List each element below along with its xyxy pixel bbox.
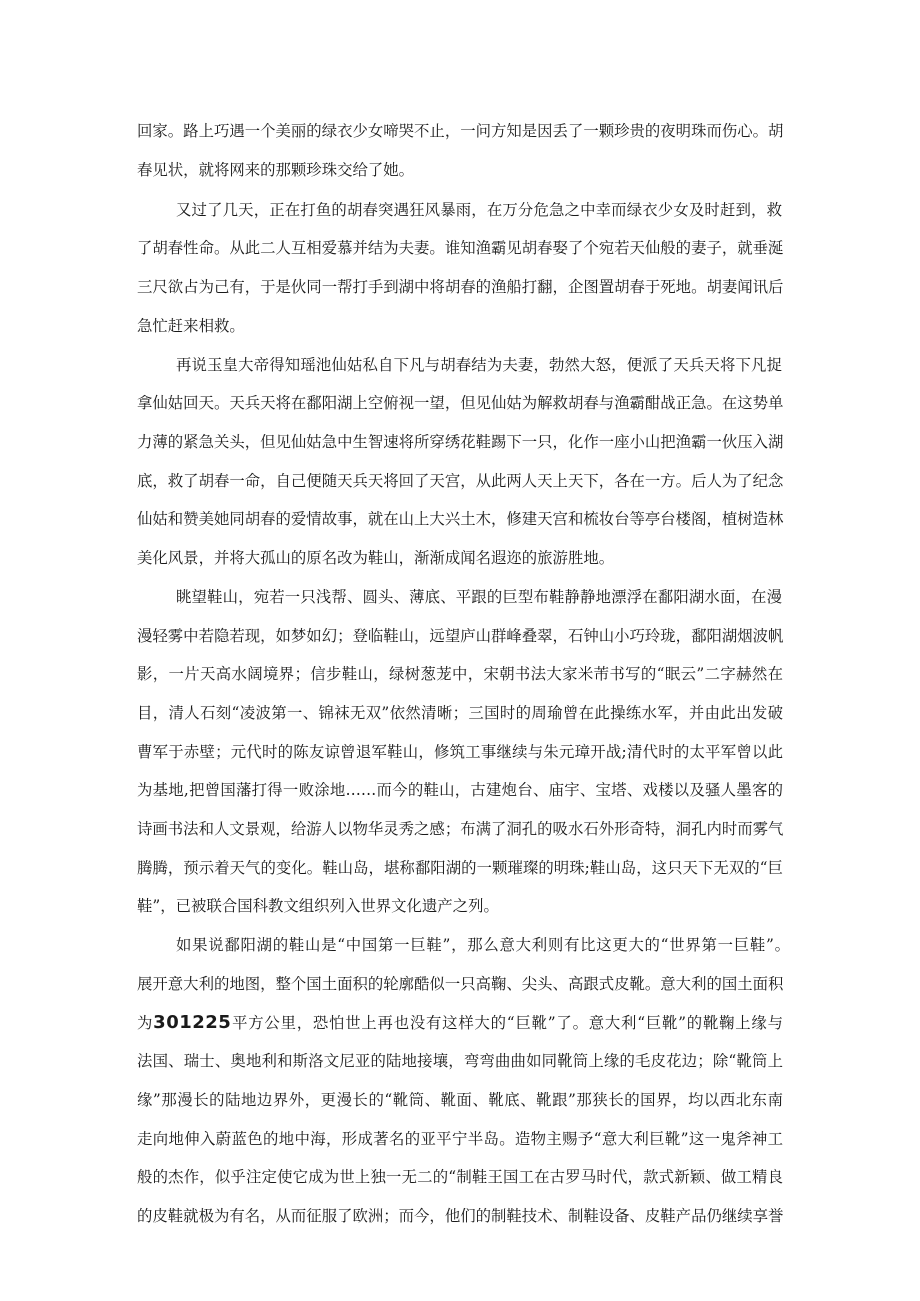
text-line: 腾腾，预示着天气的变化。鞋山岛，堪称鄱阳湖的一颗璀璨的明珠;鞋山岛，这只天下无双的“巨 <box>137 859 783 877</box>
text-line: 仙姑和赞美她同胡春的爱情故事，就在山上大兴土木，修建天宫和梳妆台等亭台楼阁，植树造林 <box>137 510 784 528</box>
text-line: 回家。路上巧遇一个美丽的绿衣少女啼哭不止，一问方知是因丢了一颗珍贵的夜明珠而伤心。胡 <box>137 122 784 140</box>
text-segment: 平方公里，恐怕世上再也没有这样大的“巨靴”了。意大利“巨靴”的靴鞠上缘与 <box>231 1014 783 1032</box>
text-line: 缘”那漫长的陆地边界外，更漫长的“靴筒、靴面、靴底、靴跟”那狭长的国界，均以西北东南 <box>137 1091 783 1109</box>
text-line: 底，救了胡春一命，自己便随天兵天将回了天宫，从此两人天上天下，各在一方。后人为了纪念 <box>137 472 784 490</box>
text-line: 鞋”，已被联合国科教文组织列入世界文化遗产之列。 <box>137 897 499 915</box>
text-line: 拿仙姑回天。天兵天将在鄱阳湖上空俯视一望，但见仙姑为解救胡春与渔霸酣战正急。在这势单 <box>137 394 784 412</box>
text-line: 再说玉皇大帝得知瑶池仙姑私自下凡与胡春结为夫妻，勃然大怒，便派了天兵天将下凡捉 <box>176 356 782 374</box>
text-line: 漫轻雾中若隐若现，如梦如幻；登临鞋山，远望庐山群峰叠翠，石钟山小巧玲珑，鄱阳湖烟波帆 <box>137 627 784 645</box>
text-line: 法国、瑞士、奥地利和斯洛文尼亚的陆地接壤，弯弯曲曲如同靴筒上缘的毛皮花边；除“靴筒上 <box>137 1052 783 1070</box>
text-line: 目，清人石刻“凌波第一、锦袜无双”依然清晰；三国时的周瑜曾在此操练水军，并由此出发破 <box>137 704 783 722</box>
text-line: 走向地伸入蔚蓝色的地中海，形成著名的亚平宁半岛。造物主赐予“意大利巨靴”这一鬼斧神工 <box>137 1130 783 1148</box>
text-line: 影，一片天高水阔境界；信步鞋山，绿树葱茏中，宋朝书法大家米芾书写的“眠云”二字赫然在 <box>137 665 783 683</box>
text-segment: 为 <box>137 1014 154 1032</box>
text-line: 急忙赶来相救。 <box>137 317 245 335</box>
text-line: 的皮鞋就极为有名，从而征服了欧洲；而今，他们的制鞋技术、制鞋设备、皮鞋产品仍继续享誉 <box>137 1207 784 1225</box>
text-line: 三尺欲占为己有，于是伙同一帮打手到湖中将胡春的渔船打翻，企图置胡春于死地。胡妻闻讯后 <box>137 278 784 296</box>
text-line: 诗画书法和人文景观，给游人以物华灵秀之感；布满了洞孔的吸水石外形奇特，洞孔内时而雾气 <box>137 820 784 838</box>
text-line: 曹军于赤壁；元代时的陈友谅曾退军鞋山，修筑工事继续与朱元璋开战;清代时的太平军曾以此 <box>137 743 783 761</box>
text-line: 如果说鄱阳湖的鞋山是“中国第一巨鞋”，那么意大利则有比这更大的“世界第一巨鞋”。 <box>176 936 790 954</box>
text-line: 美化风景，并将大孤山的原名改为鞋山，渐渐成闻名遐迩的旅游胜地。 <box>137 549 615 567</box>
text-line: 了胡春性命。从此二人互相爱慕并结为夫妻。谁知渔霸见胡春娶了个宛若天仙般的妻子，就垂涎 <box>137 239 784 257</box>
text-line: 春见状，就将网来的那颗珍珠交给了她。 <box>137 161 415 179</box>
text-line: 般的杰作，似乎注定使它成为世上独一无二的“制鞋王国工在古罗马时代，款式新颖、做工精良 <box>137 1168 783 1186</box>
text-line-with-number <box>137 1013 783 1033</box>
text-line: 眺望鞋山，宛若一只浅帮、圆头、薄底、平跟的巨型布鞋静静地漂浮在鄱阳湖水面，在漫 <box>176 588 782 606</box>
text-line: 又过了几天，正在打鱼的胡春突遇狂风暴雨，在万分危急之中幸而绿衣少女及时赶到，救 <box>176 201 782 219</box>
text-line: 展开意大利的地图，整个国土面积的轮廓酷似一只高鞠、尖头、高跟式皮靴。意大利的国土面积 <box>137 975 784 993</box>
text-line: 力薄的紧急关头，但见仙姑急中生智速将所穿绣花鞋踢下一只，化作一座小山把渔霸一伙压入湖 <box>137 433 784 451</box>
text-line: 为基地,把曾国藩打得一败涂地……而今的鞋山，古建炮台、庙宇、宝塔、戏楼以及骚人墨客的 <box>137 781 783 799</box>
area-number: 301225 <box>153 1012 232 1033</box>
